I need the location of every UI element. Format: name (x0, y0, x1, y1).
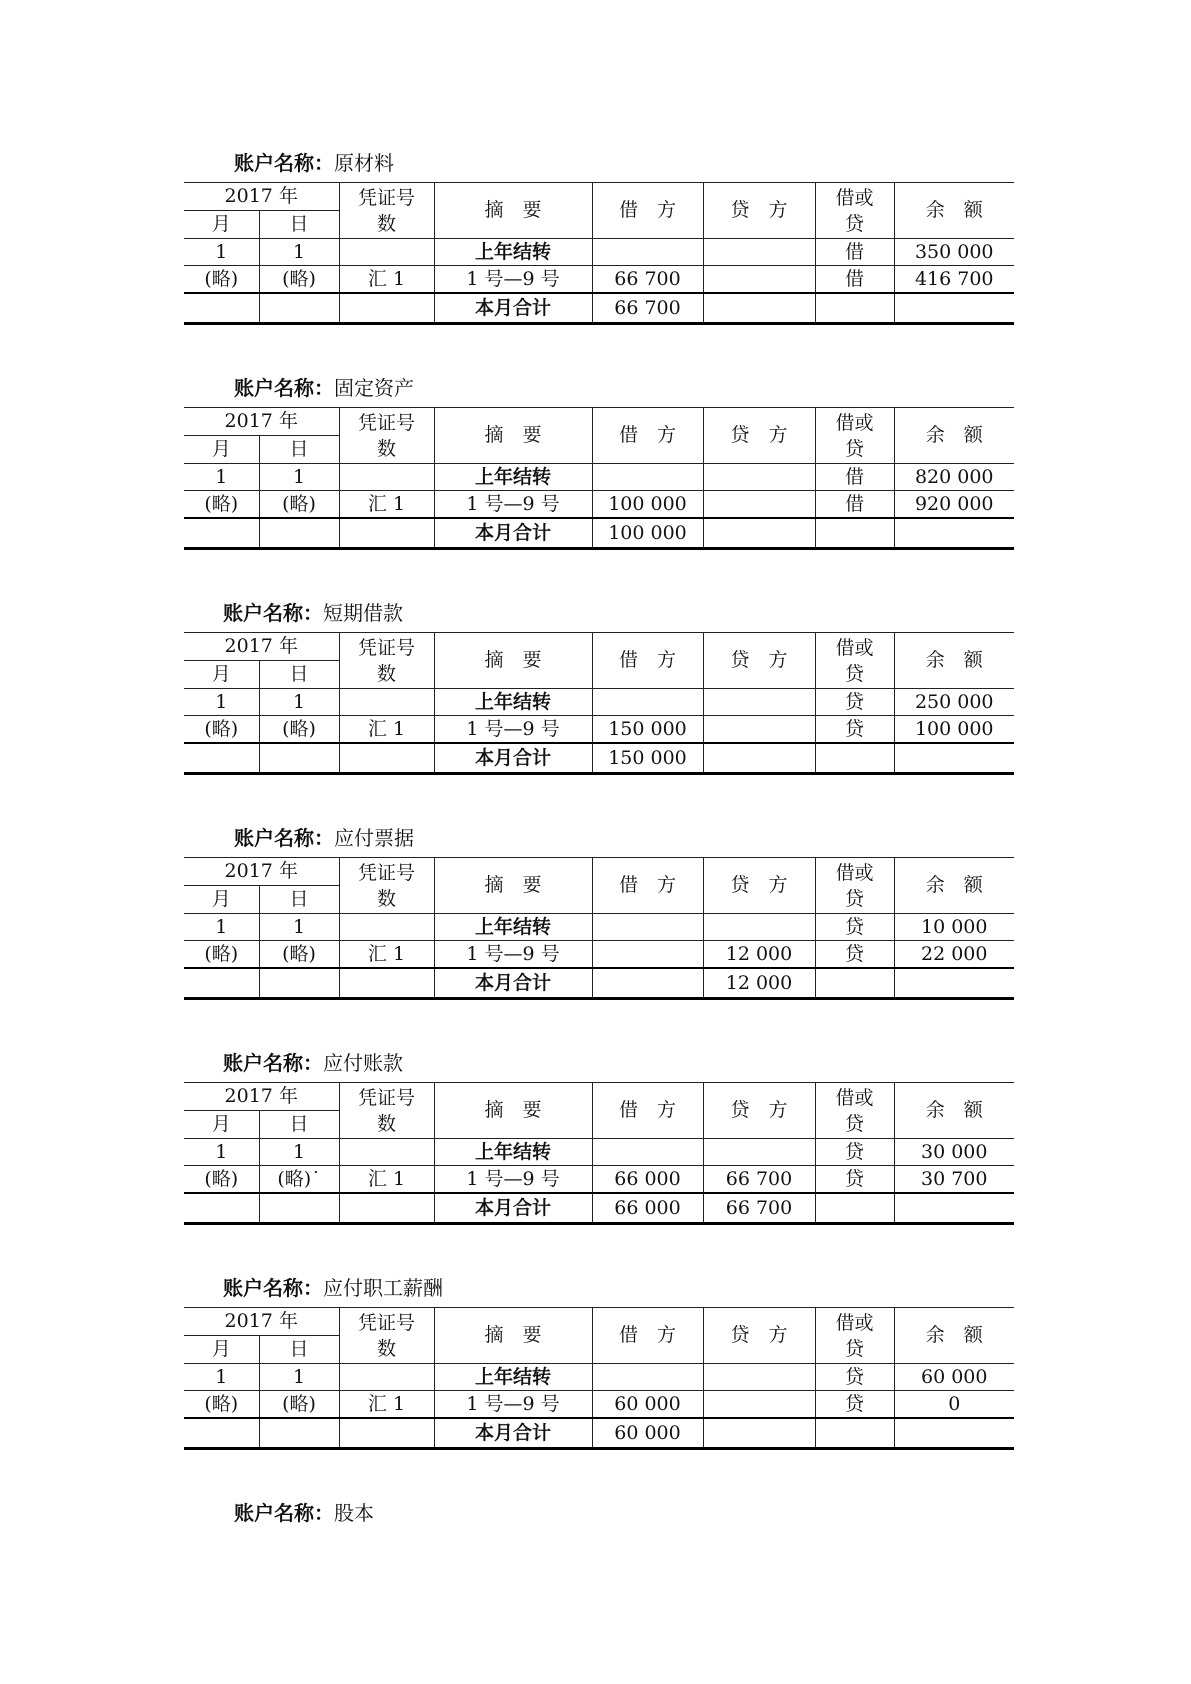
total-row (184, 1193, 1014, 1224)
dc-cell: 借 (815, 266, 894, 294)
summary-cell: 本月合计 (434, 1418, 592, 1449)
balance-header: 余 额 (894, 858, 1014, 914)
credit-cell (703, 266, 815, 294)
header-row (184, 858, 1014, 886)
credit-cell (703, 914, 815, 941)
debit-cell (592, 1364, 703, 1391)
account-label: 账户名称： (234, 1501, 334, 1525)
year-header: 2017 年 (184, 183, 339, 211)
summary-cell: 本月合计 (434, 293, 592, 324)
day-cell: (略)˙ (259, 1166, 339, 1194)
summary-cell: 本月合计 (434, 1193, 592, 1224)
dc-cell: 贷 (815, 941, 894, 969)
month-cell (184, 518, 259, 549)
credit-header: 贷 方 (703, 1083, 815, 1139)
dc-cell (815, 1418, 894, 1449)
credit-cell (703, 491, 815, 519)
debit-cell (592, 968, 703, 999)
day-cell: 1 (259, 239, 339, 266)
account-title (234, 1500, 374, 1526)
balance-header: 余 额 (894, 633, 1014, 689)
day-header: 日 (259, 436, 339, 464)
account-label: 账户名称： (223, 1051, 323, 1075)
dc-cell: 贷 (815, 1364, 894, 1391)
year-header: 2017 年 (184, 408, 339, 436)
year-header: 2017 年 (184, 1083, 339, 1111)
credit-cell (703, 743, 815, 774)
credit-cell (703, 293, 815, 324)
month-header: 月 (184, 886, 259, 914)
voucher-cell (339, 743, 434, 774)
debit-cell (592, 941, 703, 969)
dc-cell: 借 (815, 239, 894, 266)
dc-cell: 贷 (815, 1391, 894, 1419)
account-label: 账户名称： (234, 826, 334, 850)
dc-cell: 贷 (815, 716, 894, 744)
account-title (223, 1275, 443, 1301)
dc-header: 借或 贷 (815, 408, 894, 464)
dc-cell (815, 968, 894, 999)
dc-cell: 贷 (815, 914, 894, 941)
balance-cell (894, 1418, 1014, 1449)
debit-cell: 150 000 (592, 716, 703, 744)
account-title (234, 825, 414, 851)
balance-cell: 100 000 (894, 716, 1014, 744)
ledger-table (184, 632, 1014, 775)
summary-cell: 上年结转 (434, 239, 592, 266)
month-header: 月 (184, 211, 259, 239)
balance-cell (894, 968, 1014, 999)
dc-cell (815, 1193, 894, 1224)
balance-header: 余 额 (894, 183, 1014, 239)
ledger-table (184, 1307, 1014, 1450)
account-title (223, 1050, 403, 1076)
header-row (184, 183, 1014, 211)
dc-header: 借或 贷 (815, 633, 894, 689)
debit-cell: 66 700 (592, 266, 703, 294)
summary-cell: 1 号—9 号 (434, 266, 592, 294)
debit-cell: 66 700 (592, 293, 703, 324)
day-cell (259, 1418, 339, 1449)
ledger-table (184, 1082, 1014, 1225)
debit-header: 借 方 (592, 1083, 703, 1139)
day-cell: 1 (259, 689, 339, 716)
dc-cell: 贷 (815, 689, 894, 716)
voucher-cell (339, 1364, 434, 1391)
account-name: 固定资产 (334, 376, 414, 400)
table-row (184, 266, 1014, 294)
ledger-table (184, 182, 1014, 325)
day-cell (259, 293, 339, 324)
balance-cell: 22 000 (894, 941, 1014, 969)
month-cell (184, 1193, 259, 1224)
total-row (184, 968, 1014, 999)
voucher-header: 凭证号 数 (339, 183, 434, 239)
balance-cell (894, 743, 1014, 774)
voucher-header: 凭证号 数 (339, 1308, 434, 1364)
voucher-cell: 汇 1 (339, 266, 434, 294)
debit-cell: 100 000 (592, 491, 703, 519)
credit-header: 贷 方 (703, 858, 815, 914)
month-header: 月 (184, 1336, 259, 1364)
account-name: 应付账款 (323, 1051, 403, 1075)
dc-header: 借或 贷 (815, 183, 894, 239)
account-title (234, 150, 394, 176)
table-row (184, 239, 1014, 266)
summary-cell: 1 号—9 号 (434, 941, 592, 969)
summary-cell: 上年结转 (434, 689, 592, 716)
dc-header: 借或 贷 (815, 858, 894, 914)
year-header: 2017 年 (184, 633, 339, 661)
debit-cell: 60 000 (592, 1391, 703, 1419)
voucher-header: 凭证号 数 (339, 633, 434, 689)
voucher-header: 凭证号 数 (339, 1083, 434, 1139)
summary-cell: 1 号—9 号 (434, 1391, 592, 1419)
table-row (184, 1139, 1014, 1166)
credit-header: 贷 方 (703, 183, 815, 239)
balance-cell: 60 000 (894, 1364, 1014, 1391)
balance-cell: 10 000 (894, 914, 1014, 941)
balance-header: 余 额 (894, 1308, 1014, 1364)
month-cell: 1 (184, 464, 259, 491)
voucher-cell (339, 1418, 434, 1449)
voucher-cell (339, 1139, 434, 1166)
voucher-cell: 汇 1 (339, 716, 434, 744)
month-cell: (略) (184, 1391, 259, 1419)
month-cell (184, 968, 259, 999)
voucher-cell (339, 689, 434, 716)
dc-cell (815, 518, 894, 549)
voucher-cell: 汇 1 (339, 1391, 434, 1419)
balance-header: 余 额 (894, 1083, 1014, 1139)
voucher-cell (339, 518, 434, 549)
day-cell (259, 743, 339, 774)
balance-cell: 250 000 (894, 689, 1014, 716)
dc-cell (815, 293, 894, 324)
total-row (184, 743, 1014, 774)
debit-header: 借 方 (592, 633, 703, 689)
dc-cell (815, 743, 894, 774)
dc-header: 借或 贷 (815, 1083, 894, 1139)
table-row (184, 914, 1014, 941)
debit-cell (592, 239, 703, 266)
voucher-header: 凭证号 数 (339, 858, 434, 914)
header-row (184, 1083, 1014, 1111)
dc-header: 借或 贷 (815, 1308, 894, 1364)
credit-header: 贷 方 (703, 408, 815, 464)
summary-cell: 本月合计 (434, 743, 592, 774)
credit-cell (703, 716, 815, 744)
total-row (184, 1418, 1014, 1449)
voucher-cell: 汇 1 (339, 491, 434, 519)
credit-cell: 66 700 (703, 1193, 815, 1224)
credit-cell (703, 1364, 815, 1391)
debit-cell (592, 689, 703, 716)
dc-cell: 借 (815, 491, 894, 519)
balance-cell: 820 000 (894, 464, 1014, 491)
summary-header: 摘 要 (434, 858, 592, 914)
day-cell (259, 968, 339, 999)
total-row (184, 293, 1014, 324)
balance-cell: 30 000 (894, 1139, 1014, 1166)
account-title (234, 375, 414, 401)
debit-cell: 60 000 (592, 1418, 703, 1449)
month-cell (184, 293, 259, 324)
table-row (184, 1166, 1014, 1194)
debit-cell: 66 000 (592, 1166, 703, 1194)
debit-cell (592, 464, 703, 491)
debit-header: 借 方 (592, 858, 703, 914)
balance-cell: 350 000 (894, 239, 1014, 266)
debit-header: 借 方 (592, 1308, 703, 1364)
day-cell: 1 (259, 1364, 339, 1391)
summary-cell: 上年结转 (434, 1139, 592, 1166)
day-header: 日 (259, 661, 339, 689)
account-label: 账户名称： (223, 601, 323, 625)
voucher-cell (339, 968, 434, 999)
dc-cell: 贷 (815, 1166, 894, 1194)
month-header: 月 (184, 661, 259, 689)
table-row (184, 1391, 1014, 1419)
month-cell: (略) (184, 491, 259, 519)
debit-cell (592, 1139, 703, 1166)
day-cell: (略) (259, 941, 339, 969)
account-label: 账户名称： (223, 1276, 323, 1300)
account-name: 应付职工薪酬 (323, 1276, 443, 1300)
summary-cell: 上年结转 (434, 1364, 592, 1391)
day-cell: (略) (259, 716, 339, 744)
table-row (184, 716, 1014, 744)
voucher-cell (339, 239, 434, 266)
account-name: 原材料 (334, 151, 394, 175)
month-cell: 1 (184, 1364, 259, 1391)
balance-cell: 30 700 (894, 1166, 1014, 1194)
credit-cell: 12 000 (703, 941, 815, 969)
month-header: 月 (184, 1111, 259, 1139)
month-cell: (略) (184, 1166, 259, 1194)
voucher-cell: 汇 1 (339, 941, 434, 969)
credit-cell (703, 1391, 815, 1419)
credit-cell: 12 000 (703, 968, 815, 999)
summary-header: 摘 要 (434, 633, 592, 689)
summary-cell: 1 号—9 号 (434, 1166, 592, 1194)
month-cell: 1 (184, 1139, 259, 1166)
header-row (184, 1308, 1014, 1336)
summary-cell: 上年结转 (434, 464, 592, 491)
account-name: 短期借款 (323, 601, 403, 625)
balance-cell: 920 000 (894, 491, 1014, 519)
day-cell: (略) (259, 1391, 339, 1419)
year-header: 2017 年 (184, 858, 339, 886)
account-title (223, 600, 403, 626)
summary-header: 摘 要 (434, 1083, 592, 1139)
month-cell: (略) (184, 716, 259, 744)
credit-cell (703, 518, 815, 549)
debit-header: 借 方 (592, 408, 703, 464)
debit-cell: 100 000 (592, 518, 703, 549)
day-header: 日 (259, 1336, 339, 1364)
day-cell: 1 (259, 464, 339, 491)
balance-cell: 416 700 (894, 266, 1014, 294)
day-cell: 1 (259, 914, 339, 941)
day-cell: (略) (259, 266, 339, 294)
credit-cell (703, 239, 815, 266)
summary-cell: 1 号—9 号 (434, 491, 592, 519)
balance-cell (894, 1193, 1014, 1224)
ledger-table (184, 407, 1014, 550)
table-row (184, 941, 1014, 969)
voucher-cell (339, 293, 434, 324)
month-cell: 1 (184, 689, 259, 716)
month-cell: 1 (184, 914, 259, 941)
ledger-table (184, 857, 1014, 1000)
month-header: 月 (184, 436, 259, 464)
credit-cell (703, 689, 815, 716)
table-row (184, 464, 1014, 491)
dc-cell: 贷 (815, 1139, 894, 1166)
summary-header: 摘 要 (434, 183, 592, 239)
day-header: 日 (259, 211, 339, 239)
summary-cell: 1 号—9 号 (434, 716, 592, 744)
credit-cell (703, 1139, 815, 1166)
debit-cell: 66 000 (592, 1193, 703, 1224)
month-cell (184, 743, 259, 774)
balance-header: 余 额 (894, 408, 1014, 464)
day-cell (259, 518, 339, 549)
debit-cell (592, 914, 703, 941)
day-cell: 1 (259, 1139, 339, 1166)
balance-cell: 0 (894, 1391, 1014, 1419)
dc-cell: 借 (815, 464, 894, 491)
voucher-cell: 汇 1 (339, 1166, 434, 1194)
summary-header: 摘 要 (434, 408, 592, 464)
credit-cell (703, 1418, 815, 1449)
header-row (184, 408, 1014, 436)
month-cell (184, 1418, 259, 1449)
voucher-header: 凭证号 数 (339, 408, 434, 464)
debit-header: 借 方 (592, 183, 703, 239)
summary-cell: 本月合计 (434, 968, 592, 999)
account-name: 应付票据 (334, 826, 414, 850)
credit-cell: 66 700 (703, 1166, 815, 1194)
day-cell: (略) (259, 491, 339, 519)
account-name: 股本 (334, 1501, 374, 1525)
credit-cell (703, 464, 815, 491)
account-label: 账户名称： (234, 376, 334, 400)
voucher-cell (339, 464, 434, 491)
table-row (184, 491, 1014, 519)
header-row (184, 633, 1014, 661)
table-row (184, 1364, 1014, 1391)
table-row (184, 689, 1014, 716)
year-header: 2017 年 (184, 1308, 339, 1336)
total-row (184, 518, 1014, 549)
summary-header: 摘 要 (434, 1308, 592, 1364)
voucher-cell (339, 1193, 434, 1224)
balance-cell (894, 293, 1014, 324)
credit-header: 贷 方 (703, 633, 815, 689)
day-header: 日 (259, 1111, 339, 1139)
summary-cell: 本月合计 (434, 518, 592, 549)
day-cell (259, 1193, 339, 1224)
day-header: 日 (259, 886, 339, 914)
summary-cell: 上年结转 (434, 914, 592, 941)
debit-cell: 150 000 (592, 743, 703, 774)
balance-cell (894, 518, 1014, 549)
month-cell: (略) (184, 266, 259, 294)
account-label: 账户名称： (234, 151, 334, 175)
month-cell: (略) (184, 941, 259, 969)
credit-header: 贷 方 (703, 1308, 815, 1364)
month-cell: 1 (184, 239, 259, 266)
voucher-cell (339, 914, 434, 941)
